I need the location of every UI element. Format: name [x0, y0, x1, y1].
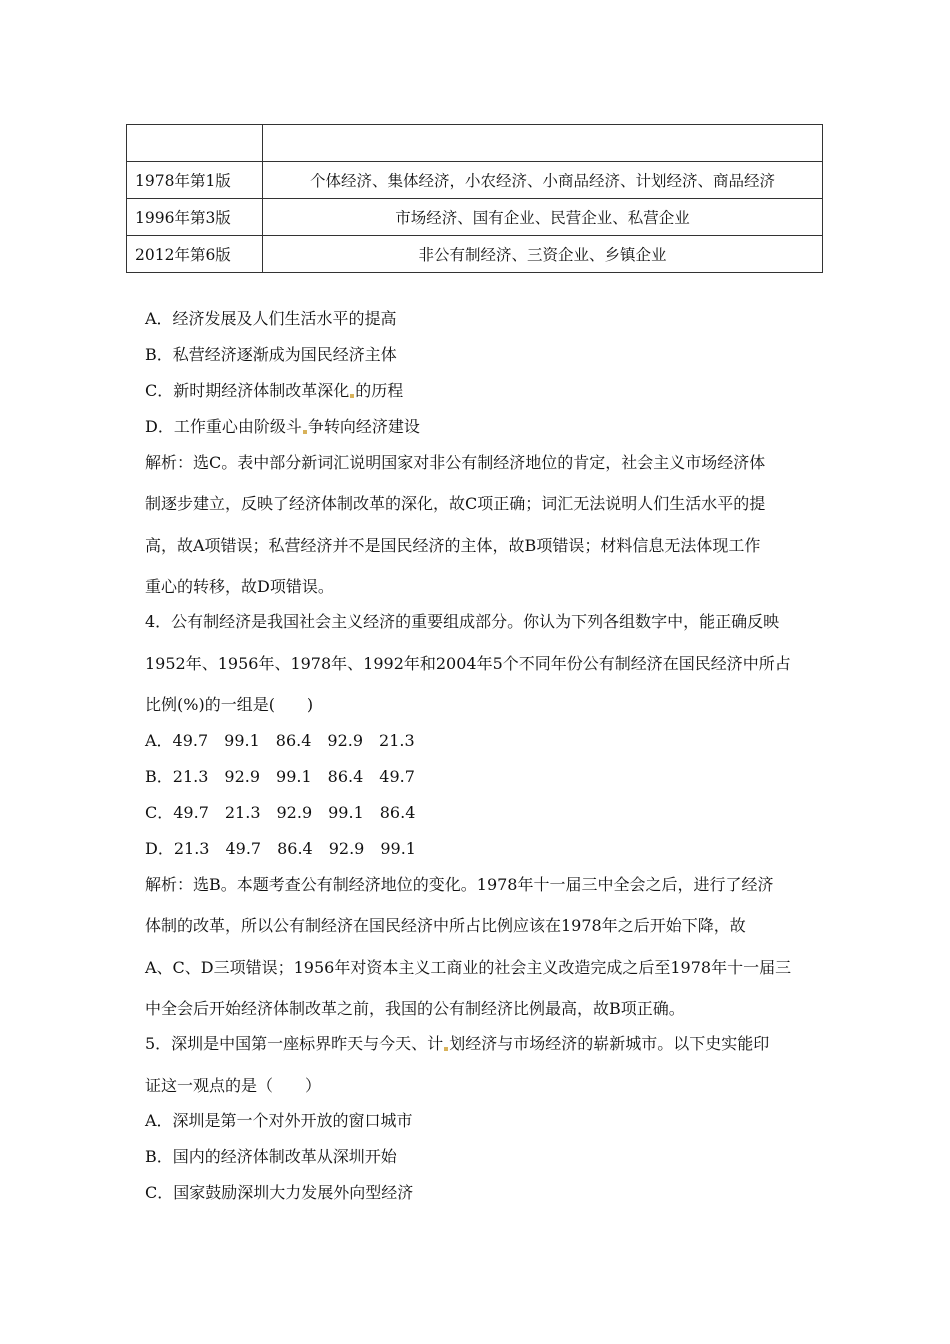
- q4-analysis-line: 中全会后开始经济体制改革之前，我国的公有制经济比例最高，故B项正确。: [145, 999, 685, 1018]
- terms-cell: 市场经济、国有企业、民营企业、私营企业: [263, 199, 823, 236]
- q4-analysis-line: 体制的改革，所以公有制经济在国民经济中所占比例应该在1978年之后开始下降，故: [145, 916, 746, 935]
- watermark-dot: [350, 394, 354, 398]
- q5-stem-text: 5．深圳是中国第一座标界昨天与今天、计: [145, 1034, 444, 1053]
- q5-option-b: B．国内的经济体制改革从深圳开始: [145, 1147, 397, 1166]
- q3-option-c: [145, 378, 403, 401]
- q3-option-d-text: D．工作重心由阶级斗: [145, 417, 302, 436]
- vocabulary-table: [126, 124, 823, 273]
- q3-analysis-line: 解析：选C。表中部分新词汇说明国家对非公有制经济地位的肯定，社会主义市场经济体: [145, 453, 766, 472]
- q3-option-c-text-end: 的历程: [355, 381, 404, 400]
- q4-analysis-line: A、C、D三项错误；1956年对资本主义工商业的社会主义改造完成之后至1978年十一届三: [145, 958, 792, 977]
- table-row: [127, 236, 823, 273]
- q5-option-a: A．深圳是第一个对外开放的窗口城市: [145, 1111, 413, 1130]
- q3-option-b: B．私营经济逐渐成为国民经济主体: [145, 345, 397, 364]
- q5-stem-text-end: 划经济与市场经济的崭新城市。以下史实能印: [449, 1034, 770, 1053]
- q4-option-c: C．49.7 21.3 92.9 99.1 86.4: [145, 803, 416, 822]
- q4-option-b: B．21.3 92.9 99.1 86.4 49.7: [145, 767, 415, 786]
- terms-cell: 非公有制经济、三资企业、乡镇企业: [263, 236, 823, 273]
- q3-option-a: A．经济发展及人们生活水平的提高: [145, 309, 397, 328]
- q4-analysis-line: 解析：选B。本题考查公有制经济地位的变化。1978年十一届三中全会之后，进行了经济: [145, 875, 774, 894]
- edition-cell: 2012年第6版: [127, 236, 263, 273]
- q4-stem-line: 比例(%)的一组是( ): [145, 695, 314, 714]
- table-row: [127, 199, 823, 236]
- q4-option-a: A．49.7 99.1 86.4 92.9 21.3: [145, 731, 415, 750]
- table-row: [127, 162, 823, 199]
- q5-option-c: C．国家鼓励深圳大力发展外向型经济: [145, 1183, 414, 1202]
- table-header-cell: [263, 125, 823, 162]
- q5-stem-line: [145, 1031, 769, 1054]
- edition-cell: 1996年第3版: [127, 199, 263, 236]
- q3-analysis-line: 重心的转移，故D项错误。: [145, 577, 334, 596]
- q3-option-d: [145, 414, 420, 437]
- edition-cell: 1978年第1版: [127, 162, 263, 199]
- terms-cell: 个体经济、集体经济，小农经济、小商品经济、计划经济、商品经济: [263, 162, 823, 199]
- q3-option-c-text: C．新时期经济体制改革深化: [145, 381, 350, 400]
- watermark-dot: [303, 430, 307, 434]
- q4-stem-line: 4．公有制经济是我国社会主义经济的重要组成部分。你认为下列各组数字中，能正确反映: [145, 612, 780, 631]
- q4-option-d: D．21.3 49.7 86.4 92.9 99.1: [145, 839, 416, 858]
- table-header-cell: [127, 125, 263, 162]
- watermark-dot: [444, 1047, 448, 1051]
- q5-stem-line: 证这一观点的是（ ）: [145, 1076, 322, 1095]
- q3-analysis-line: 制逐步建立，反映了经济体制改革的深化，故C项正确；词汇无法说明人们生活水平的提: [145, 494, 766, 513]
- q3-option-d-text-end: 争转向经济建设: [307, 417, 420, 436]
- q4-stem-line: 1952年、1956年、1978年、1992年和2004年5个不同年份公有制经济在国民经济中所占: [145, 654, 791, 673]
- q3-analysis-line: 高，故A项错误；私营经济并不是国民经济的主体，故B项错误；材料信息无法体现工作: [145, 536, 761, 555]
- table-header-row: [127, 125, 823, 162]
